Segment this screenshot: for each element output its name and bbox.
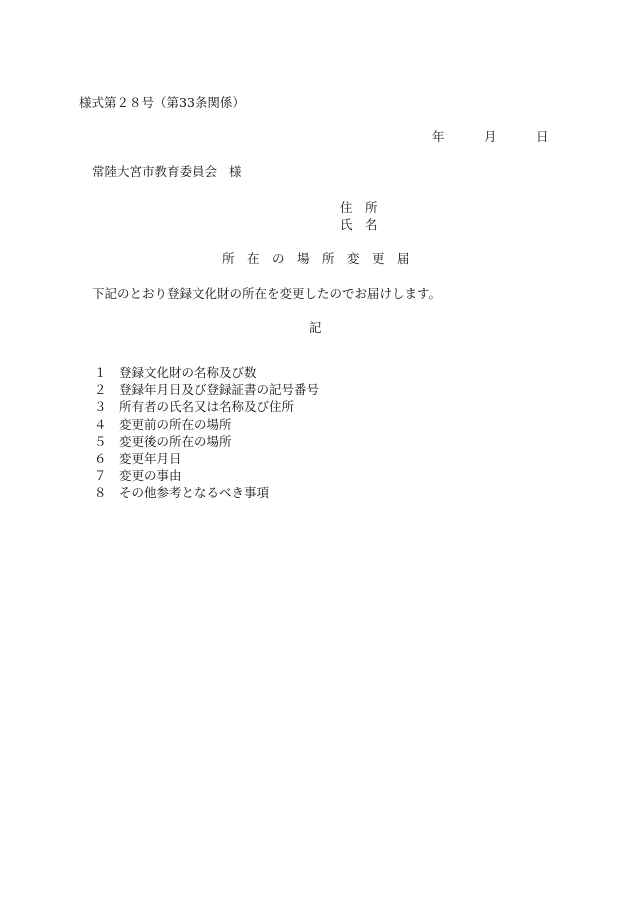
sender-block <box>340 199 378 233</box>
form-number: 様式第２８号（第33条関係） <box>79 95 245 110</box>
sender-name-label: 氏 名 <box>340 217 378 232</box>
addressee-name: 常陸大宮市教育委員会 <box>92 164 218 179</box>
item-list <box>94 364 319 502</box>
date-year-label: 年 <box>432 129 445 144</box>
item-number: ６ <box>94 451 107 467</box>
item-text: その他参考となるべき事項 <box>119 485 270 501</box>
item-text: 登録文化財の名称及び数 <box>119 365 257 380</box>
item-text: 所有者の氏名又は名称及び住所 <box>119 399 295 415</box>
date-line <box>432 129 549 145</box>
date-month-label: 月 <box>484 129 497 144</box>
list-item <box>94 416 319 433</box>
item-text: 変更前の所在の場所 <box>119 416 232 432</box>
ki-heading: 記 <box>309 320 322 335</box>
addressee <box>92 164 242 180</box>
item-number: ２ <box>94 382 107 398</box>
document-title: 所 在 の 場 所 変 更 届 <box>222 251 410 266</box>
list-item <box>94 433 319 450</box>
sender-address-label: 住 所 <box>340 200 378 215</box>
item-text: 変更年月日 <box>119 451 182 467</box>
item-number: ７ <box>94 468 107 484</box>
item-text: 変更後の所在の場所 <box>119 433 232 449</box>
item-number: ５ <box>94 433 107 449</box>
addressee-honorific: 様 <box>229 164 242 179</box>
item-number: ３ <box>94 399 107 415</box>
item-number: ４ <box>94 416 107 432</box>
item-number: １ <box>94 365 107 380</box>
body-text: 下記のとおり登録文化財の所在を変更したのでお届けします。 <box>92 286 442 301</box>
list-item <box>94 381 319 398</box>
item-number: ８ <box>94 485 107 501</box>
list-item <box>94 450 319 467</box>
list-item <box>94 398 319 415</box>
list-item <box>94 364 319 381</box>
date-day-label: 日 <box>536 129 549 144</box>
item-text: 登録年月日及び登録証書の記号番号 <box>119 382 320 398</box>
list-item <box>94 484 319 501</box>
item-text: 変更の事由 <box>119 468 182 484</box>
list-item <box>94 467 319 484</box>
